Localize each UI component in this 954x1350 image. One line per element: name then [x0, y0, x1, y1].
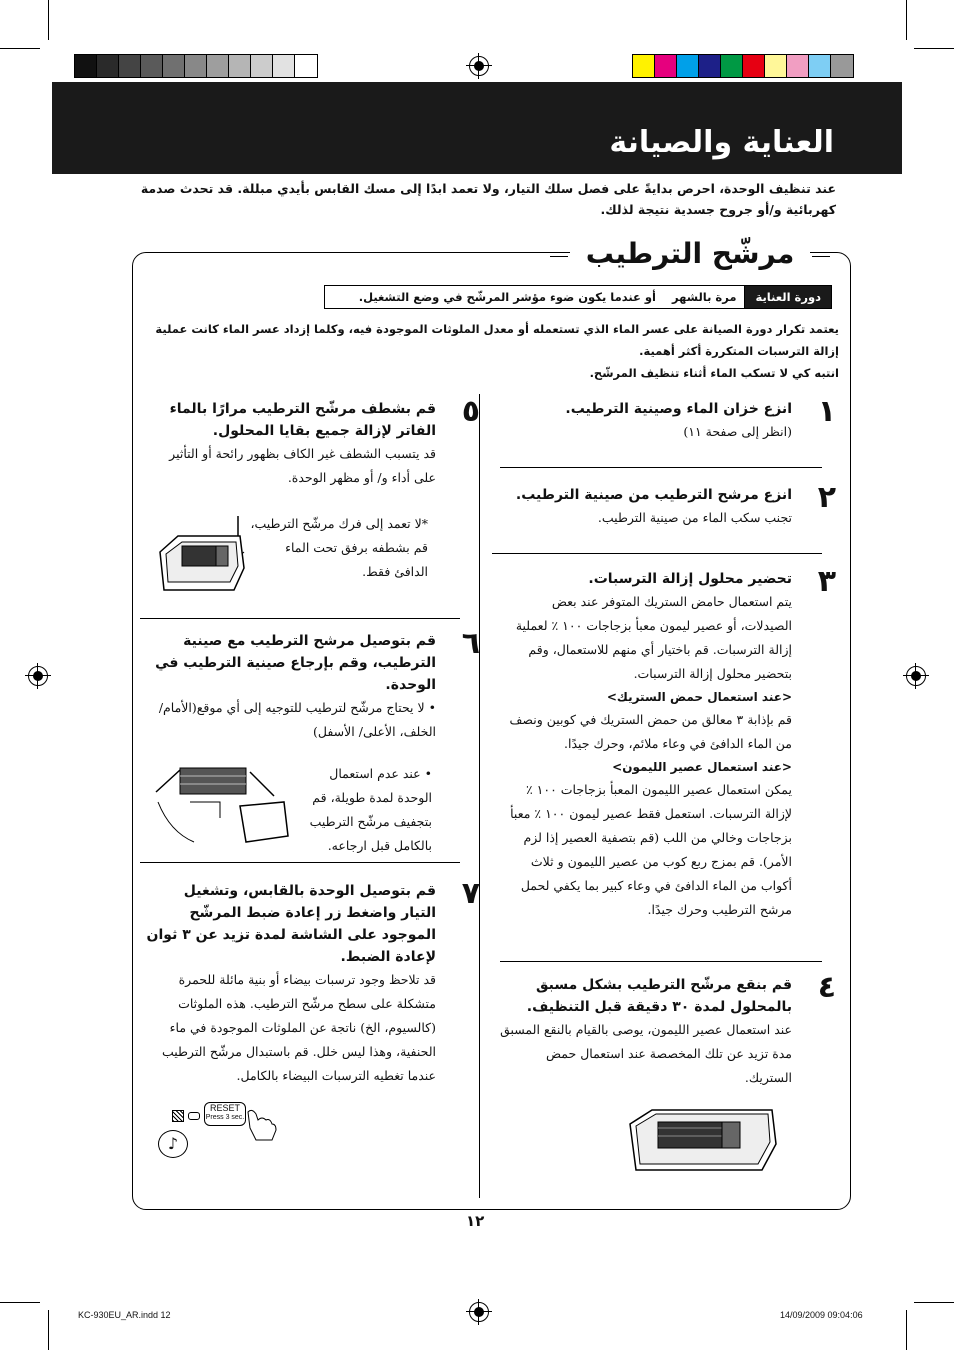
filter-insert-illustration: [150, 762, 290, 846]
section-title-box: [570, 234, 810, 274]
step-6-bullet-2: [292, 762, 432, 858]
page-number: ١٢: [466, 1212, 485, 1230]
registration-mark-icon: [469, 1302, 489, 1322]
title-rule: [550, 256, 568, 257]
step-number: ٣: [817, 564, 836, 599]
section-title: مرشّح الترطيب: [585, 237, 795, 270]
reset-label: RESET: [209, 1103, 240, 1113]
crop-mark: [48, 1310, 49, 1350]
rinsing-filter-illustration: [156, 512, 248, 596]
step-5-note: [250, 512, 428, 584]
step-heading: قم بنقع مرشّح الترطيب بشكل مسبق بالمحلول لمدة ٣٠ دقيقة قبل التنظيف.: [526, 977, 792, 1015]
care-cycle-condition: أو عندما يكون ضوء مؤشر المرشّح في وضع التشغيل.: [358, 290, 656, 304]
step-7: [146, 876, 480, 1088]
step-note: *لا تعمد إلى فرك مرشّح الترطيب، قم بشطفه برفق تحت الماء الدافئ فقط.: [250, 516, 428, 579]
filter-indicator-icon: [172, 1110, 184, 1122]
step-separator: [500, 961, 822, 962]
care-cycle-box: [324, 285, 832, 309]
step-heading: تحضير محلول إزالة الترسبات.: [588, 571, 792, 587]
intro-text: [142, 318, 839, 384]
soaking-tray-illustration: [622, 1104, 782, 1176]
step-number: ٦: [461, 626, 480, 661]
pointing-hand-icon: [244, 1106, 278, 1142]
title-rule: [812, 256, 830, 257]
step-heading: قم بشطف مرشّح الترطيب مرارًا بالماء الفاتر لإزالة جميع بقايا المحلول.: [169, 401, 436, 439]
step-number: ٤: [817, 970, 836, 1005]
grayscale-bar: [74, 54, 318, 78]
registration-mark-icon: [906, 666, 926, 686]
step-heading: قم بتوصيل الوحدة بالقابس، وتشغيل التيار واضغط زر إعادة ضبط المرشّح الموجود على الشاشة لمدة تزيد عن ٣ ثوان لإعادة الضبط.: [146, 883, 436, 965]
crop-mark: [914, 48, 954, 49]
step-number: ٧: [461, 876, 480, 911]
crop-mark: [906, 1310, 907, 1350]
reset-sublabel: Press 3 sec.: [205, 1114, 245, 1121]
registration-mark-icon: [469, 56, 489, 76]
page-title: العناية والصيانة: [609, 125, 834, 160]
step-body: يتم استعمال حامض الستريك المتوفر عند بعض الصيدلات، أو عصير ليمون معبأ بزجاجات ١٠٠ ٪ لعملية إزالة الترسبات. قم باختيار أي منهم للاستعمال، وقم بتحضير محلول إزالة الترسبات.: [515, 594, 792, 681]
step-body: قد يتسبب الشطف غير الكاف بظهور رائحة أو التأثير على أداء و/ أو مظهر الوحدة.: [169, 446, 436, 485]
registration-mark-icon: [28, 666, 48, 686]
care-cycle-label: دورة العناية: [745, 286, 831, 308]
step-4: [500, 970, 836, 1090]
step-separator: [500, 467, 822, 468]
safety-warning: عند تنظيف الوحدة، احرص بدايةً على فصل سلك التيار، ولا تعمد ابدًا إلى مسك القابس بأيدي مبللة. قد تحدث صدمة كهربائية و/أو جروح جسدية نتيجة لذلك.: [140, 181, 836, 217]
citric-heading: <عند استعمال حمض الستريك>: [606, 690, 792, 704]
care-cycle-interval: مرة بالشهر: [664, 286, 745, 308]
citric-body: قم بإذابة ٣ معالق من حمض الستريك في كوبين ونصف من الماء الدافئ في وعاء ملائم، وحرك جيدًا.: [509, 712, 792, 751]
step-body: قد تلاحظ وجود ترسبات بيضاء أو بنية مائلة للحمرة متشكلة على سطح مرشّح الترطيب. هذه الملوثات (كالسيوم، الخ) ناتجة عن الملوثات الموجودة في ماء الحنفية، وهذا ليس خلل. قم باستبدال مرشّح الترطيب عندما تغطيه الترسبات البيضاء بالكامل.: [161, 972, 436, 1083]
step-number: ٥: [461, 394, 480, 429]
step-heading: انزع مرشح الترطيب من صينية الترطيب.: [515, 487, 792, 503]
step-bullet: • لا يحتاج مرشّح لترطيب للتوجيه إلى أي موقع(الأمام/ الخلف، الأعلى/ الأسفل): [158, 700, 436, 739]
step-heading: قم بتوصيل مرشح الترطيب مع صينية الترطيب، وقم بإرجاع صينية الترطيب في الوحدة.: [155, 633, 436, 693]
crop-mark: [914, 1302, 954, 1303]
crop-mark: [0, 48, 40, 49]
step-heading: انزع خزان الماء وصينية الترطيب.: [565, 401, 792, 417]
step-body: (انظر إلى صفحة ١١): [683, 424, 792, 439]
footer-file: KC-930EU_AR.indd 12: [78, 1310, 171, 1320]
step-body: تجنب سكب الماء من صينية الترطيب.: [597, 510, 792, 525]
step-body: عند استعمال عصير الليمون، يوصى بالقيام بالنقع المسبق مدة تزيد عن تلك المخصصة عند استعمال حمض الستريك.: [500, 1022, 792, 1085]
crop-mark: [0, 1302, 40, 1303]
footer-date: 14/09/2009 09:04:06: [780, 1310, 863, 1320]
step-separator: [140, 862, 460, 863]
step-3: [500, 564, 836, 922]
crop-mark: [48, 0, 49, 40]
step-6: [146, 626, 480, 744]
indicator-light-icon: [188, 1112, 200, 1120]
beep-sound-icon: ♪: [158, 1130, 188, 1158]
intro-line: انتبه كي لا تسكب الماء أثناء تنظيف المرشّح.: [589, 366, 839, 380]
lemon-heading: <عند استعمال عصير الليمون>: [612, 760, 792, 774]
step-2: [500, 480, 836, 530]
lemon-body: يمكن استعمال عصير الليمون المعبأ بزجاجات ١٠٠ ٪ لإزالة الترسبات. استعمل فقط عصير ليمون ١٠٠ ٪ معبأ بزجاجات وخالي من اللب (قم بتصفية العصير إذا لزم الأمر). قم بمزج ربع كوب من عصير الليمون و ثلاث أكواب من الماء الدافئ في وعاء كبير بما يكفي لحمل مرشح الترطيب وحرك جيدًا.: [510, 782, 792, 917]
column-divider: [479, 394, 480, 1198]
step-number: ١: [817, 394, 836, 429]
crop-mark: [906, 0, 907, 40]
reset-button: [204, 1102, 246, 1126]
step-5: [146, 394, 480, 490]
step-separator: [492, 553, 822, 554]
step-bullet: • عند عدم استعمال الوحدة لمدة طويلة، قم بتجفيف مرشّح الترطيب بالكامل قبل ارجاعه.: [309, 766, 432, 853]
reset-button-illustration: [158, 1098, 278, 1160]
step-separator: [140, 618, 460, 619]
intro-line: يعتمد تكرار دورة الصيانة على عسر الماء الذي تستعمله أو معدل الملوثات الموجودة فيه، وكلما إزداد عسر الماء كانت عملية إزالة الترسبات المتكررة أكثر أهمية.: [155, 322, 839, 358]
step-number: ٢: [817, 480, 836, 515]
step-1: [500, 394, 836, 444]
color-bar: [632, 54, 854, 78]
header-banner: [52, 82, 902, 174]
